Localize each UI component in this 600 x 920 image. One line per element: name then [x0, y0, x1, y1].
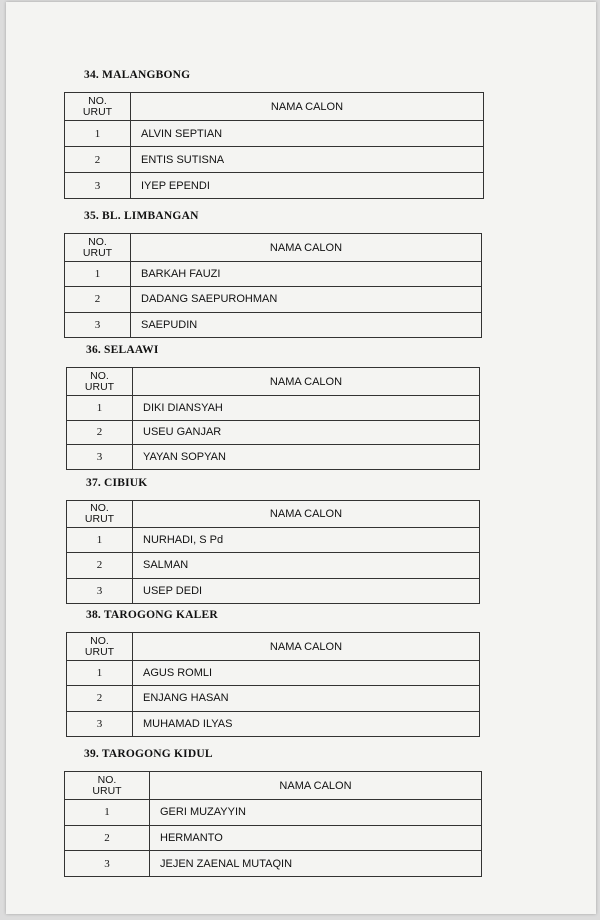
- table-header-row: [65, 234, 482, 262]
- row-number: 2: [65, 287, 131, 312]
- table-row: [65, 287, 482, 312]
- row-number: 1: [67, 528, 133, 553]
- candidate-table: [64, 92, 484, 199]
- section-2: [64, 210, 482, 337]
- header-no-label: NO.: [90, 502, 109, 514]
- table-header-row: [65, 93, 484, 121]
- table-header-row: [67, 501, 480, 528]
- header-no-label: NO.: [97, 773, 117, 786]
- candidate-name: BARKAH FAUZI: [131, 262, 482, 287]
- candidate-name: ENTIS SUTISNA: [131, 147, 484, 173]
- table-row: [67, 420, 480, 445]
- header-urut-label: URUT: [82, 105, 113, 118]
- table-row: [67, 445, 480, 470]
- section-title: 39. TAROGONG KIDUL: [84, 748, 213, 760]
- section-4: [66, 477, 480, 603]
- row-number: 2: [67, 553, 133, 578]
- row-number: 3: [65, 312, 131, 337]
- no-urut-header: [65, 234, 131, 262]
- table-row: [67, 553, 480, 578]
- no-urut-header: [67, 633, 133, 661]
- header-urut-label: URUT: [84, 380, 115, 393]
- table-row: [65, 825, 482, 851]
- table-row: [65, 262, 482, 287]
- candidate-table: [66, 632, 480, 737]
- candidate-table: [64, 771, 482, 877]
- table-row: [67, 661, 480, 686]
- section-5: [66, 609, 480, 736]
- section-title: 38. TAROGONG KALER: [86, 609, 218, 621]
- table-row: [67, 686, 480, 711]
- row-number: 3: [65, 173, 131, 199]
- candidate-name: MUHAMAD ILYAS: [133, 711, 480, 736]
- row-number: 2: [65, 147, 131, 173]
- table-row: [65, 121, 484, 147]
- table-header-row: [67, 633, 480, 661]
- row-number: 1: [65, 262, 131, 287]
- nama-calon-header: NAMA CALON: [133, 633, 480, 661]
- nama-calon-header: NAMA CALON: [150, 772, 482, 800]
- candidate-name: JEJEN ZAENAL MUTAQIN: [150, 851, 482, 877]
- table-row: [65, 851, 482, 877]
- no-urut-header: [67, 368, 133, 396]
- section-title: 35. BL. LIMBANGAN: [84, 210, 199, 222]
- candidate-name: GERI MUZAYYIN: [150, 800, 482, 826]
- table-header-row: [67, 368, 480, 396]
- candidate-name: ALVIN SEPTIAN: [131, 121, 484, 147]
- row-number: 1: [65, 800, 150, 826]
- table-row: [67, 528, 480, 553]
- nama-calon-header: NAMA CALON: [133, 368, 480, 396]
- candidate-name: DADANG SAEPUROHMAN: [131, 287, 482, 312]
- section-6: [64, 748, 482, 876]
- section-title: 36. SELAAWI: [86, 344, 159, 356]
- candidate-table: [66, 367, 480, 470]
- section-3: [66, 344, 480, 469]
- candidate-name: SAEPUDIN: [131, 312, 482, 337]
- table-row: [65, 147, 484, 173]
- candidate-name: USEP DEDI: [133, 578, 480, 603]
- row-number: 2: [65, 825, 150, 851]
- candidate-name: AGUS ROMLI: [133, 661, 480, 686]
- row-number: 1: [65, 121, 131, 147]
- candidate-name: DIKI DIANSYAH: [133, 396, 480, 421]
- candidate-name: YAYAN SOPYAN: [133, 445, 480, 470]
- header-no-label: NO.: [88, 235, 107, 248]
- header-urut-label: URUT: [92, 784, 122, 797]
- table-row: [67, 578, 480, 603]
- header-no-label: NO.: [90, 369, 109, 382]
- candidate-name: SALMAN: [133, 553, 480, 578]
- candidate-name: IYEP EPENDI: [131, 173, 484, 199]
- row-number: 3: [67, 445, 133, 470]
- row-number: 3: [65, 851, 150, 877]
- header-urut-label: URUT: [84, 513, 115, 525]
- nama-calon-header: NAMA CALON: [133, 501, 480, 528]
- no-urut-header: [65, 772, 150, 800]
- row-number: 2: [67, 420, 133, 445]
- table-row: [67, 396, 480, 421]
- candidate-table: [66, 500, 480, 604]
- row-number: 1: [67, 396, 133, 421]
- nama-calon-header: NAMA CALON: [131, 93, 484, 121]
- section-title: 37. CIBIUK: [86, 477, 148, 489]
- header-no-label: NO.: [90, 634, 109, 647]
- table-row: [65, 800, 482, 826]
- header-urut-label: URUT: [82, 246, 113, 259]
- candidate-name: NURHADI, S Pd: [133, 528, 480, 553]
- table-row: [65, 173, 484, 199]
- section-1: [64, 69, 484, 198]
- no-urut-header: [65, 93, 131, 121]
- table-header-row: [65, 772, 482, 800]
- row-number: 1: [67, 661, 133, 686]
- table-row: [65, 312, 482, 337]
- row-number: 3: [67, 578, 133, 603]
- row-number: 3: [67, 711, 133, 736]
- no-urut-header: [67, 501, 133, 528]
- section-title: 34. MALANGBONG: [84, 69, 191, 81]
- table-row: [67, 711, 480, 736]
- candidate-name: ENJANG HASAN: [133, 686, 480, 711]
- header-urut-label: URUT: [84, 645, 115, 658]
- candidate-name: HERMANTO: [150, 825, 482, 851]
- header-no-label: NO.: [88, 94, 107, 107]
- candidate-table: [64, 233, 482, 338]
- candidate-name: USEU GANJAR: [133, 420, 480, 445]
- row-number: 2: [67, 686, 133, 711]
- nama-calon-header: NAMA CALON: [131, 234, 482, 262]
